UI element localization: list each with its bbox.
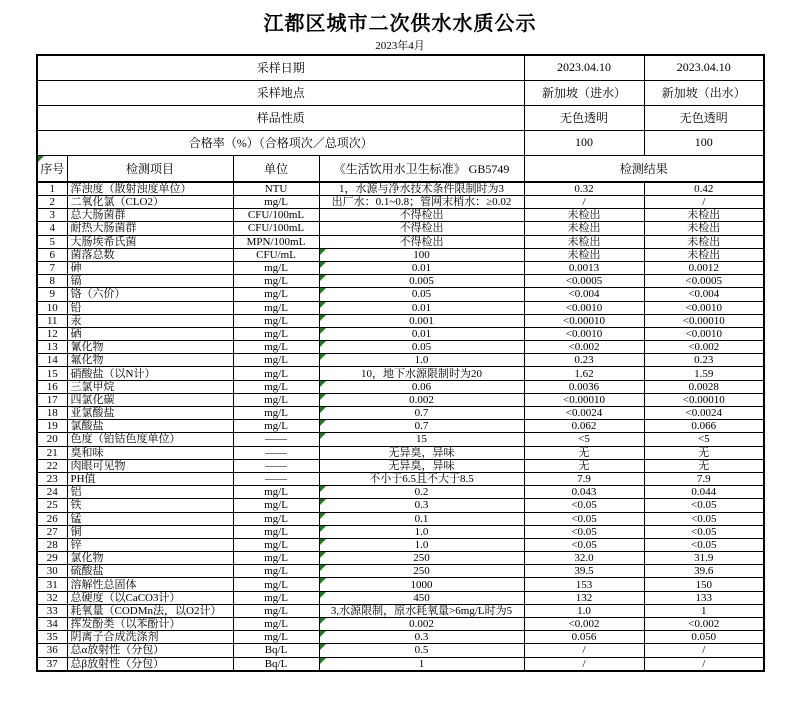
cell-result-outlet: <0.05 [644, 525, 764, 538]
cell-item: 镉 [67, 275, 233, 288]
cell-seq: 19 [37, 420, 67, 433]
cell-result-inlet: 1.0 [524, 604, 644, 617]
cell-item: 铅 [67, 301, 233, 314]
cell-seq: 31 [37, 578, 67, 591]
cell-standard: 0.05 [319, 341, 524, 354]
cell-seq: 34 [37, 618, 67, 631]
table-row [37, 472, 764, 485]
cell-seq: 6 [37, 248, 67, 261]
cell-result-outlet: 1.59 [644, 367, 764, 380]
cell-item: 阴离子合成洗涤剂 [67, 631, 233, 644]
cell-standard: 10，地下水源限制时为20 [319, 367, 524, 380]
cell-result-inlet: <0.05 [524, 525, 644, 538]
cell-unit: mg/L [233, 525, 319, 538]
cell-seq: 22 [37, 459, 67, 472]
cell-result-outlet: / [644, 196, 764, 209]
cell-standard: 250 [319, 565, 524, 578]
cell-item: 总α放射性（分包） [67, 644, 233, 657]
cell-result-inlet: <0.004 [524, 288, 644, 301]
cell-item: 氯酸盐 [67, 420, 233, 433]
table-row [37, 591, 764, 604]
cell-standard: 0.01 [319, 327, 524, 340]
cell-unit: mg/L [233, 499, 319, 512]
cell-unit: mg/L [233, 604, 319, 617]
cell-result-inlet: 132 [524, 591, 644, 604]
cell-seq: 16 [37, 380, 67, 393]
cell-standard: 1，水源与净水技术条件限制时为3 [319, 182, 524, 196]
cell-unit: mg/L [233, 354, 319, 367]
table-row [37, 393, 764, 406]
table-row [37, 538, 764, 551]
table-row [37, 604, 764, 617]
table-row [37, 222, 764, 235]
cell-seq: 33 [37, 604, 67, 617]
cell-result-outlet: / [644, 657, 764, 671]
cell-item: 铬（六价） [67, 288, 233, 301]
cell-result-outlet: 0.0028 [644, 380, 764, 393]
cell-unit: —— [233, 459, 319, 472]
cell-result-outlet: 0.23 [644, 354, 764, 367]
cell-result-outlet: 150 [644, 578, 764, 591]
cell-result-inlet: 0.0013 [524, 261, 644, 274]
cell-result-inlet: / [524, 196, 644, 209]
sample-property-outlet: 无色透明 [644, 105, 764, 130]
cell-result-outlet: <0.002 [644, 618, 764, 631]
cell-result-inlet: 未检出 [524, 248, 644, 261]
cell-unit: mg/L [233, 420, 319, 433]
cell-result-outlet: 1 [644, 604, 764, 617]
cell-standard: 0.7 [319, 420, 524, 433]
cell-item: 亚氯酸盐 [67, 407, 233, 420]
table-row [37, 512, 764, 525]
cell-result-inlet: / [524, 644, 644, 657]
table-row [37, 354, 764, 367]
cell-standard: 0.01 [319, 261, 524, 274]
cell-result-inlet: 无 [524, 459, 644, 472]
cell-item: 臭和味 [67, 446, 233, 459]
cell-seq: 28 [37, 538, 67, 551]
cell-unit: NTU [233, 182, 319, 196]
cell-item: 氯化物 [67, 552, 233, 565]
table-row [37, 301, 764, 314]
cell-standard: 0.2 [319, 486, 524, 499]
table-row [37, 618, 764, 631]
cell-unit: mg/L [233, 591, 319, 604]
cell-seq: 37 [37, 657, 67, 671]
cell-standard: 不得检出 [319, 222, 524, 235]
cell-standard: 15 [319, 433, 524, 446]
table-row [37, 235, 764, 248]
table-row [37, 261, 764, 274]
summary-row-pass-rate [37, 130, 764, 155]
table-row [37, 182, 764, 196]
cell-result-outlet: 未检出 [644, 235, 764, 248]
cell-seq: 36 [37, 644, 67, 657]
cell-item: 铝 [67, 486, 233, 499]
cell-item: 总硬度（以CaCO3计） [67, 591, 233, 604]
cell-item: 氟化物 [67, 354, 233, 367]
pass-rate-outlet: 100 [644, 130, 764, 155]
sampling-date-inlet: 2023.04.10 [524, 55, 644, 80]
cell-result-outlet: 31.9 [644, 552, 764, 565]
cell-result-inlet: 0.043 [524, 486, 644, 499]
cell-standard: 1000 [319, 578, 524, 591]
cell-seq: 7 [37, 261, 67, 274]
sample-property-inlet: 无色透明 [524, 105, 644, 130]
cell-item: 肉眼可见物 [67, 459, 233, 472]
cell-seq: 14 [37, 354, 67, 367]
cell-result-outlet: 未检出 [644, 209, 764, 222]
cell-item: 色度（铂钴色度单位） [67, 433, 233, 446]
cell-standard: 0.002 [319, 393, 524, 406]
cell-unit: mg/L [233, 565, 319, 578]
cell-unit: mg/L [233, 631, 319, 644]
cell-result-outlet: <0.002 [644, 341, 764, 354]
table-row [37, 288, 764, 301]
cell-seq: 9 [37, 288, 67, 301]
table-row [37, 631, 764, 644]
cell-item: 总β放射性（分包） [67, 657, 233, 671]
cell-standard: 100 [319, 248, 524, 261]
cell-seq: 21 [37, 446, 67, 459]
cell-standard: 0.3 [319, 631, 524, 644]
cell-unit: CFU/mL [233, 248, 319, 261]
table-row [37, 314, 764, 327]
cell-item: 溶解性总固体 [67, 578, 233, 591]
cell-result-inlet: 未检出 [524, 209, 644, 222]
header-item: 检测项目 [67, 155, 233, 182]
cell-result-inlet: 153 [524, 578, 644, 591]
cell-standard: 1.0 [319, 354, 524, 367]
cell-item: 锰 [67, 512, 233, 525]
cell-standard: 0.05 [319, 288, 524, 301]
cell-unit: mg/L [233, 380, 319, 393]
pass-rate-label: 合格率（%）（合格项次／总项次） [37, 130, 524, 155]
cell-result-outlet: <0.00010 [644, 393, 764, 406]
cell-result-inlet: 0.23 [524, 354, 644, 367]
cell-item: 汞 [67, 314, 233, 327]
cell-unit: MPN/100mL [233, 235, 319, 248]
cell-result-inlet: <0.05 [524, 499, 644, 512]
cell-unit: mg/L [233, 486, 319, 499]
sampling-date-label: 采样日期 [37, 55, 524, 80]
cell-item: 三氯甲烷 [67, 380, 233, 393]
cell-result-outlet: <0.0024 [644, 407, 764, 420]
cell-standard: 0.5 [319, 644, 524, 657]
cell-result-outlet: <0.0010 [644, 301, 764, 314]
cell-seq: 35 [37, 631, 67, 644]
cell-item: 耗氧量（CODMn法，以O2计） [67, 604, 233, 617]
cell-unit: Bq/L [233, 644, 319, 657]
cell-result-outlet: 无 [644, 459, 764, 472]
sampling-location-outlet: 新加坡（出水） [644, 80, 764, 105]
table-row [37, 657, 764, 671]
cell-item: 硝酸盐（以N计） [67, 367, 233, 380]
cell-standard: 250 [319, 552, 524, 565]
cell-unit: —— [233, 433, 319, 446]
cell-unit: CFU/100mL [233, 222, 319, 235]
cell-result-inlet: <0.0010 [524, 301, 644, 314]
cell-seq: 3 [37, 209, 67, 222]
cell-result-outlet: <0.05 [644, 512, 764, 525]
cell-result-outlet: 0.0012 [644, 261, 764, 274]
sampling-date-outlet: 2023.04.10 [644, 55, 764, 80]
cell-seq: 30 [37, 565, 67, 578]
cell-result-inlet: 32.0 [524, 552, 644, 565]
cell-result-inlet: <0.002 [524, 341, 644, 354]
cell-result-outlet: 0.044 [644, 486, 764, 499]
cell-item: 硫酸盐 [67, 565, 233, 578]
cell-standard: 0.005 [319, 275, 524, 288]
summary-row-sampling-location [37, 80, 764, 105]
cell-item: 总大肠菌群 [67, 209, 233, 222]
cell-unit: mg/L [233, 393, 319, 406]
cell-standard: 1 [319, 657, 524, 671]
cell-seq: 23 [37, 472, 67, 485]
cell-unit: —— [233, 446, 319, 459]
cell-result-inlet: <0.002 [524, 618, 644, 631]
cell-result-inlet: 7.9 [524, 472, 644, 485]
table-row [37, 275, 764, 288]
cell-item: 大肠埃希氏菌 [67, 235, 233, 248]
table-row [37, 367, 764, 380]
cell-unit: —— [233, 472, 319, 485]
table-row [37, 380, 764, 393]
cell-result-inlet: 0.056 [524, 631, 644, 644]
cell-seq: 27 [37, 525, 67, 538]
table-row [37, 552, 764, 565]
table-row [37, 433, 764, 446]
table-row [37, 407, 764, 420]
cell-seq: 26 [37, 512, 67, 525]
cell-seq: 2 [37, 196, 67, 209]
cell-result-outlet: 39.6 [644, 565, 764, 578]
header-result: 检测结果 [524, 155, 764, 182]
cell-result-inlet: <0.0005 [524, 275, 644, 288]
cell-item: 耐热大肠菌群 [67, 222, 233, 235]
table-row [37, 420, 764, 433]
cell-result-inlet: <0.0010 [524, 327, 644, 340]
cell-result-inlet: <5 [524, 433, 644, 446]
column-header-row [37, 155, 764, 182]
cell-unit: mg/L [233, 261, 319, 274]
cell-standard: 1.0 [319, 525, 524, 538]
table-row [37, 341, 764, 354]
sampling-location-label: 采样地点 [37, 80, 524, 105]
cell-result-inlet: <0.05 [524, 512, 644, 525]
cell-seq: 5 [37, 235, 67, 248]
cell-standard: 无异臭，异味 [319, 459, 524, 472]
cell-unit: CFU/100mL [233, 209, 319, 222]
cell-standard: 450 [319, 591, 524, 604]
cell-result-inlet: <0.00010 [524, 314, 644, 327]
cell-result-outlet: <0.0005 [644, 275, 764, 288]
cell-item: 二氧化氯（CLO2） [67, 196, 233, 209]
table-row [37, 459, 764, 472]
cell-unit: mg/L [233, 538, 319, 551]
table-row [37, 525, 764, 538]
cell-result-outlet: <5 [644, 433, 764, 446]
table-row [37, 209, 764, 222]
cell-unit: Bq/L [233, 657, 319, 671]
cell-seq: 8 [37, 275, 67, 288]
cell-standard: 0.1 [319, 512, 524, 525]
table-row [37, 196, 764, 209]
cell-result-inlet: 0.32 [524, 182, 644, 196]
cell-seq: 24 [37, 486, 67, 499]
cell-result-outlet: 无 [644, 446, 764, 459]
cell-unit: mg/L [233, 288, 319, 301]
cell-result-outlet: <0.00010 [644, 314, 764, 327]
cell-seq: 13 [37, 341, 67, 354]
cell-standard: 0.7 [319, 407, 524, 420]
cell-seq: 12 [37, 327, 67, 340]
cell-unit: mg/L [233, 578, 319, 591]
cell-result-inlet: / [524, 657, 644, 671]
cell-result-outlet: <0.0010 [644, 327, 764, 340]
page-title: 江都区城市二次供水水质公示 [263, 13, 537, 35]
table-row [37, 446, 764, 459]
cell-result-inlet: 1.62 [524, 367, 644, 380]
cell-seq: 17 [37, 393, 67, 406]
header-unit: 单位 [233, 155, 319, 182]
cell-item: PH值 [67, 472, 233, 485]
cell-seq: 11 [37, 314, 67, 327]
cell-unit: mg/L [233, 327, 319, 340]
pass-rate-inlet: 100 [524, 130, 644, 155]
cell-unit: mg/L [233, 314, 319, 327]
cell-result-outlet: 0.42 [644, 182, 764, 196]
cell-standard: 出厂水：0.1~0.8；管网末梢水：≥0.02 [319, 196, 524, 209]
cell-item: 砷 [67, 261, 233, 274]
cell-item: 铁 [67, 499, 233, 512]
cell-standard: 0.01 [319, 301, 524, 314]
cell-result-outlet: 0.050 [644, 631, 764, 644]
cell-item: 四氯化碳 [67, 393, 233, 406]
cell-seq: 10 [37, 301, 67, 314]
table-row [37, 486, 764, 499]
table-row [37, 327, 764, 340]
page-subtitle: 2023年4月 [375, 40, 425, 52]
table-row [37, 565, 764, 578]
cell-item: 铜 [67, 525, 233, 538]
cell-item: 菌落总数 [67, 248, 233, 261]
summary-row-sample-property [37, 105, 764, 130]
cell-result-outlet: 未检出 [644, 222, 764, 235]
cell-unit: mg/L [233, 512, 319, 525]
cell-result-inlet: 未检出 [524, 235, 644, 248]
cell-result-outlet: 133 [644, 591, 764, 604]
cell-seq: 32 [37, 591, 67, 604]
cell-standard: 0.001 [319, 314, 524, 327]
cell-result-outlet: <0.004 [644, 288, 764, 301]
cell-result-outlet: 未检出 [644, 248, 764, 261]
table-row [37, 578, 764, 591]
cell-standard: 不小于6.5且不大于8.5 [319, 472, 524, 485]
cell-result-inlet: 0.0036 [524, 380, 644, 393]
table-row [37, 499, 764, 512]
header-standard: 《生活饮用水卫生标准》 GB5749 [319, 155, 524, 182]
cell-unit: mg/L [233, 301, 319, 314]
cell-seq: 1 [37, 182, 67, 196]
cell-result-inlet: <0.0024 [524, 407, 644, 420]
cell-result-outlet: <0.05 [644, 538, 764, 551]
cell-result-outlet: / [644, 644, 764, 657]
cell-result-outlet: 0.066 [644, 420, 764, 433]
cell-unit: mg/L [233, 407, 319, 420]
water-quality-table [36, 54, 765, 672]
cell-standard: 3,水源限制，原水耗氧量>6mg/L时为5 [319, 604, 524, 617]
cell-unit: mg/L [233, 275, 319, 288]
cell-item: 锌 [67, 538, 233, 551]
cell-unit: mg/L [233, 618, 319, 631]
sampling-location-inlet: 新加坡（进水） [524, 80, 644, 105]
table-body [37, 182, 764, 671]
cell-seq: 15 [37, 367, 67, 380]
summary-row-sampling-date [37, 55, 764, 80]
cell-seq: 20 [37, 433, 67, 446]
cell-item: 硒 [67, 327, 233, 340]
cell-unit: mg/L [233, 196, 319, 209]
cell-standard: 不得检出 [319, 235, 524, 248]
cell-result-inlet: 无 [524, 446, 644, 459]
sample-property-label: 样品性质 [37, 105, 524, 130]
cell-unit: mg/L [233, 341, 319, 354]
cell-standard: 不得检出 [319, 209, 524, 222]
cell-seq: 25 [37, 499, 67, 512]
cell-standard: 0.002 [319, 618, 524, 631]
cell-result-outlet: <0.05 [644, 499, 764, 512]
header-seq: 序号 [37, 155, 67, 182]
cell-seq: 4 [37, 222, 67, 235]
cell-result-outlet: 7.9 [644, 472, 764, 485]
cell-result-inlet: 39.5 [524, 565, 644, 578]
cell-unit: mg/L [233, 552, 319, 565]
table-row [37, 644, 764, 657]
cell-result-inlet: 未检出 [524, 222, 644, 235]
cell-standard: 0.3 [319, 499, 524, 512]
cell-standard: 1.0 [319, 538, 524, 551]
cell-item: 氰化物 [67, 341, 233, 354]
cell-item: 挥发酚类（以苯酚计） [67, 618, 233, 631]
cell-item: 浑浊度（散射浊度单位） [67, 182, 233, 196]
cell-seq: 29 [37, 552, 67, 565]
cell-result-inlet: <0.05 [524, 538, 644, 551]
cell-standard: 0.06 [319, 380, 524, 393]
cell-unit: mg/L [233, 367, 319, 380]
cell-result-inlet: 0.062 [524, 420, 644, 433]
table-row [37, 248, 764, 261]
cell-result-inlet: <0.00010 [524, 393, 644, 406]
cell-seq: 18 [37, 407, 67, 420]
cell-standard: 无异臭，异味 [319, 446, 524, 459]
